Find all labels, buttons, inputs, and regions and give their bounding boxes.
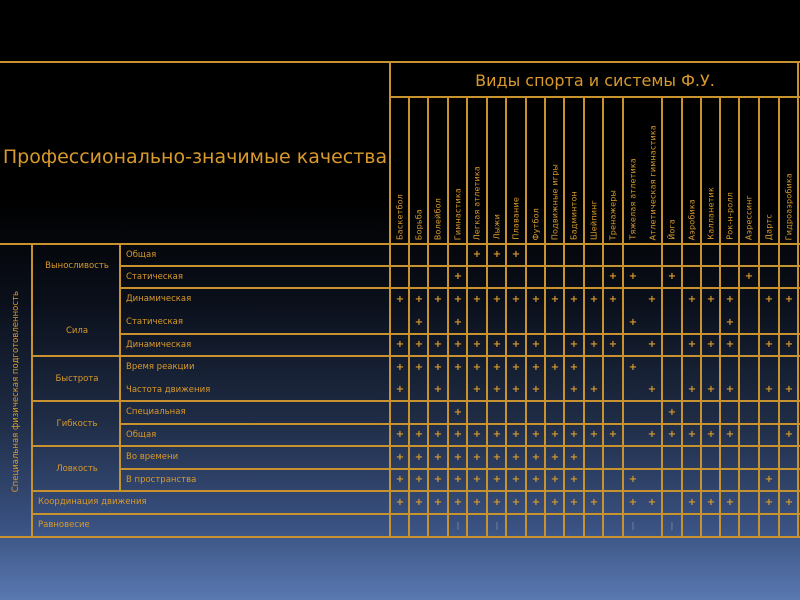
- plus-mark: +: [433, 474, 443, 485]
- plus-mark: +: [472, 451, 482, 463]
- plus-mark: +: [569, 429, 579, 440]
- grid-line: [120, 265, 800, 267]
- plus-mark: +: [687, 429, 697, 440]
- plus-mark: +: [550, 496, 560, 508]
- grid-line: [408, 97, 410, 537]
- grid-line: [32, 513, 800, 515]
- plus-mark: +: [511, 451, 521, 463]
- plus-mark: +: [784, 384, 794, 395]
- plus-mark: +: [511, 249, 521, 260]
- plus-mark: +: [569, 293, 579, 305]
- column-header: [720, 99, 739, 244]
- column-header-label: Аэробика: [687, 198, 696, 240]
- column-header-label: Подвижные игры: [550, 163, 559, 240]
- side-divider: [31, 244, 33, 537]
- grid-line: [32, 445, 800, 447]
- plus-mark: +: [395, 429, 405, 440]
- column-header: [739, 99, 759, 244]
- grid-line: [389, 97, 391, 537]
- plus-mark: +: [589, 339, 599, 350]
- grid-line: [525, 97, 527, 537]
- plus-mark: +: [569, 496, 579, 508]
- plus-mark: +: [414, 451, 424, 463]
- plus-mark: +: [628, 271, 638, 282]
- grid-line: [797, 97, 799, 537]
- table-top-border: [0, 61, 800, 63]
- plus-mark: +: [395, 361, 405, 373]
- grid-line: [427, 97, 429, 537]
- plus-mark: +: [531, 293, 541, 305]
- plus-mark: +: [764, 293, 774, 305]
- plus-mark: +: [550, 474, 560, 485]
- row-label: Общая: [126, 250, 157, 260]
- plus-mark: +: [569, 361, 579, 373]
- grid-line: [622, 97, 624, 537]
- plus-mark: +: [492, 429, 502, 440]
- row-label: Динамическая: [126, 294, 192, 304]
- grid-line: [700, 97, 702, 537]
- plus-mark: +: [472, 496, 482, 508]
- plus-mark: +: [725, 429, 735, 440]
- side-label-text: Специальная физическая подготовленность: [11, 290, 21, 493]
- column-header-label: Атлетическая гимнастика: [648, 124, 657, 240]
- plus-mark: +: [492, 293, 502, 305]
- plus-mark: +: [453, 316, 463, 328]
- plus-mark: +: [608, 429, 618, 440]
- column-header: [623, 99, 643, 244]
- plus-mark: +: [687, 339, 697, 350]
- plus-mark: +: [531, 384, 541, 395]
- plus-mark: +: [764, 384, 774, 395]
- plus-mark: +: [784, 293, 794, 305]
- grid-line: [719, 97, 721, 537]
- plus-mark: +: [569, 474, 579, 485]
- grid-line: [120, 287, 800, 289]
- plus-mark: +: [569, 339, 579, 350]
- plus-mark: +: [589, 293, 599, 305]
- column-header-label: Футбол: [531, 207, 540, 240]
- plus-mark: +: [453, 429, 463, 440]
- plus-mark: +: [492, 474, 502, 485]
- plus-mark: +: [453, 496, 463, 508]
- plus-mark: +: [531, 339, 541, 350]
- column-header: [545, 99, 564, 244]
- plus-mark: +: [764, 339, 774, 350]
- column-header: [526, 99, 545, 244]
- plus-mark: +: [511, 384, 521, 395]
- plus-mark: +: [569, 384, 579, 395]
- plus-mark: +: [453, 451, 463, 463]
- plus-mark: +: [550, 429, 560, 440]
- column-header-label: Гидроаэробика: [784, 172, 793, 240]
- faint-mark: |: [670, 520, 674, 530]
- plus-mark: +: [414, 496, 424, 508]
- column-header: [467, 99, 487, 244]
- grid-line: [0, 536, 800, 538]
- plus-mark: +: [472, 339, 482, 350]
- plus-mark: +: [511, 293, 521, 305]
- plus-mark: +: [706, 339, 716, 350]
- grid-line: [681, 97, 683, 537]
- plus-mark: +: [589, 429, 599, 440]
- plus-mark: +: [725, 496, 735, 508]
- plus-mark: +: [589, 384, 599, 395]
- row-label: Специальная: [126, 407, 186, 417]
- plus-mark: +: [472, 474, 482, 485]
- plus-mark: +: [725, 384, 735, 395]
- column-header: [682, 99, 701, 244]
- plus-mark: +: [628, 361, 638, 373]
- grid-line: [32, 355, 800, 357]
- side-label: [0, 246, 32, 537]
- column-header: [564, 99, 584, 244]
- plus-mark: +: [472, 384, 482, 395]
- plus-mark: +: [395, 293, 405, 305]
- plus-mark: +: [744, 271, 754, 282]
- plus-mark: +: [725, 293, 735, 305]
- plus-mark: +: [550, 451, 560, 463]
- grid-line: [486, 97, 488, 537]
- plus-mark: +: [569, 451, 579, 463]
- column-header-label: Аэрессинг: [744, 194, 754, 240]
- column-header: [701, 99, 720, 244]
- column-header: [409, 99, 428, 244]
- plus-mark: +: [608, 293, 618, 305]
- plus-mark: +: [628, 496, 638, 508]
- plus-mark: +: [667, 271, 677, 282]
- row-label: Координация движения: [38, 497, 147, 507]
- plus-mark: +: [531, 474, 541, 485]
- plus-mark: +: [550, 361, 560, 373]
- column-header: [506, 99, 526, 244]
- plus-mark: +: [511, 429, 521, 440]
- plus-mark: +: [453, 361, 463, 373]
- column-header-label: Гимнастика: [453, 187, 462, 240]
- plus-mark: +: [667, 406, 677, 418]
- plus-mark: +: [453, 293, 463, 305]
- plus-mark: +: [492, 361, 502, 373]
- plus-mark: +: [433, 384, 443, 395]
- plus-mark: +: [414, 293, 424, 305]
- plus-mark: +: [433, 429, 443, 440]
- column-header-label: Дартс: [764, 213, 774, 240]
- plus-mark: +: [764, 496, 774, 508]
- plus-mark: +: [395, 474, 405, 485]
- column-header-label: Плавание: [511, 197, 521, 240]
- column-header-label: Йога: [667, 219, 677, 240]
- plus-mark: +: [589, 496, 599, 508]
- grid-line: [32, 490, 800, 492]
- column-header: [487, 99, 506, 244]
- plus-mark: +: [453, 339, 463, 350]
- faint-mark: |: [495, 520, 499, 530]
- column-header-label: Калланетик: [706, 187, 715, 240]
- column-header: [584, 99, 603, 244]
- faint-mark: |: [456, 520, 460, 530]
- grid-line: [466, 97, 468, 537]
- plus-mark: +: [414, 429, 424, 440]
- plus-mark: +: [647, 496, 657, 508]
- plus-mark: +: [492, 451, 502, 463]
- column-header-label: Бадминтон: [569, 191, 579, 240]
- plus-mark: +: [647, 293, 657, 305]
- plus-mark: +: [706, 384, 716, 395]
- grid-line: [661, 97, 663, 537]
- plus-mark: +: [725, 316, 735, 328]
- column-header-label: Тяжелая атлетика: [628, 158, 638, 240]
- plus-mark: +: [453, 406, 463, 418]
- plus-mark: +: [472, 293, 482, 305]
- plus-mark: +: [550, 293, 560, 305]
- column-header-label: Лыжи: [492, 214, 501, 240]
- column-header: [759, 99, 779, 244]
- grid-line: [505, 97, 507, 537]
- plus-mark: +: [395, 339, 405, 350]
- grid-line: [758, 97, 760, 537]
- plus-mark: +: [395, 384, 405, 395]
- plus-mark: +: [764, 474, 774, 485]
- plus-mark: +: [511, 496, 521, 508]
- plus-mark: +: [492, 339, 502, 350]
- plus-mark: +: [608, 339, 618, 350]
- plus-mark: +: [511, 339, 521, 350]
- plus-mark: +: [433, 339, 443, 350]
- row-label: Частота движения: [126, 385, 211, 395]
- row-label: Время реакции: [126, 362, 195, 372]
- column-header: [662, 99, 682, 244]
- plus-mark: +: [472, 429, 482, 440]
- row-label: В пространства: [126, 475, 197, 485]
- plus-mark: +: [395, 451, 405, 463]
- plus-mark: +: [667, 429, 677, 440]
- plus-mark: +: [414, 474, 424, 485]
- plus-mark: +: [706, 496, 716, 508]
- group-label: Ловкость: [56, 463, 98, 474]
- plus-mark: +: [511, 474, 521, 485]
- plus-mark: +: [608, 271, 618, 282]
- column-header-label: Шейпинг: [589, 200, 598, 240]
- grid-line: [583, 97, 585, 537]
- plus-mark: +: [492, 496, 502, 508]
- row-label: Во времени: [126, 452, 179, 462]
- plus-mark: +: [433, 496, 443, 508]
- grid-line: [120, 468, 800, 470]
- table-title: Профессионально-значимые качества: [2, 146, 388, 168]
- plus-mark: +: [492, 249, 502, 260]
- plus-mark: +: [433, 361, 443, 373]
- grid-line: [32, 400, 800, 402]
- faint-mark: |: [631, 520, 635, 530]
- group-divider: [119, 244, 121, 491]
- plus-mark: +: [531, 429, 541, 440]
- plus-mark: +: [647, 429, 657, 440]
- plus-mark: +: [453, 271, 463, 282]
- plus-mark: +: [784, 339, 794, 350]
- column-header-label: Рок-н-ролл: [725, 192, 734, 240]
- plus-mark: +: [472, 249, 482, 260]
- group-label: Гибкость: [56, 418, 98, 429]
- column-header-label: Борьба: [414, 208, 423, 240]
- grid-line: [738, 97, 740, 537]
- group-label: Быстрота: [55, 373, 99, 384]
- plus-mark: +: [433, 451, 443, 463]
- plus-mark: +: [414, 361, 424, 373]
- plus-mark: +: [492, 384, 502, 395]
- group-label: Сила: [65, 326, 89, 336]
- plus-mark: +: [647, 339, 657, 350]
- plus-mark: +: [472, 361, 482, 373]
- group-label: Выносливость: [45, 261, 109, 271]
- column-header-label: Легкая атлетика: [472, 165, 482, 240]
- plus-mark: +: [531, 451, 541, 463]
- column-header: [448, 99, 467, 244]
- row-label: Динамическая: [126, 340, 192, 350]
- plus-mark: +: [784, 496, 794, 508]
- plus-mark: +: [395, 496, 405, 508]
- plus-mark: +: [414, 316, 424, 328]
- plus-mark: +: [511, 361, 521, 373]
- plus-mark: +: [414, 339, 424, 350]
- grid-line: [602, 97, 604, 537]
- plus-mark: +: [628, 474, 638, 485]
- plus-mark: +: [531, 496, 541, 508]
- column-header-label: Волейбол: [433, 197, 443, 240]
- sports-header: Виды спорта и системы Ф.У.: [475, 71, 715, 90]
- plus-mark: +: [706, 429, 716, 440]
- plus-mark: +: [628, 316, 638, 328]
- plus-mark: +: [706, 293, 716, 305]
- plus-mark: +: [531, 361, 541, 373]
- column-header-label: Тренажеры: [608, 189, 618, 240]
- plus-mark: +: [784, 429, 794, 440]
- grid-line: [447, 97, 449, 537]
- plus-mark: +: [687, 384, 697, 395]
- column-header-label: Баскетбол: [395, 194, 404, 240]
- column-header: [428, 99, 448, 244]
- plus-mark: +: [453, 474, 463, 485]
- row-label: Статическая: [126, 272, 183, 282]
- row-label: Общая: [126, 430, 157, 440]
- grid-line: [120, 333, 800, 335]
- row-label: Статическая: [126, 317, 183, 327]
- grid-line: [544, 97, 546, 537]
- column-header: [390, 99, 409, 244]
- column-header: [779, 99, 798, 244]
- column-header: [603, 99, 623, 244]
- row-label: Равновесие: [38, 520, 90, 530]
- plus-mark: +: [687, 293, 697, 305]
- plus-mark: +: [433, 293, 443, 305]
- grid-line: [778, 97, 780, 537]
- plus-mark: +: [725, 339, 735, 350]
- plus-mark: +: [687, 496, 697, 508]
- plus-mark: +: [647, 384, 657, 395]
- column-header: [643, 99, 662, 244]
- grid-line: [120, 423, 800, 425]
- grid-line: [563, 97, 565, 537]
